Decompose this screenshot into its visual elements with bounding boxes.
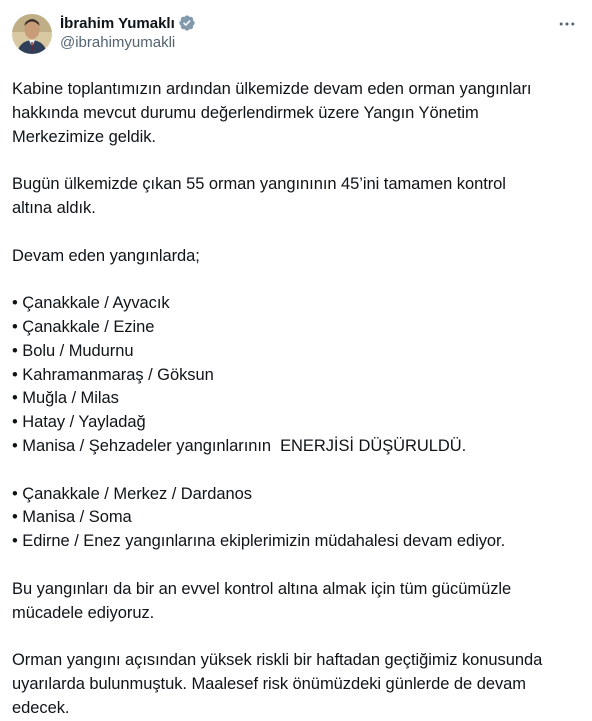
text-line: Orman yangını açısından yüksek riskli bir haftadan geçtiğimiz konusunda bbox=[12, 651, 543, 670]
list-item: • Bolu / Mudurnu bbox=[12, 341, 134, 360]
list-active-fires bbox=[12, 483, 580, 554]
list-reduced-fires bbox=[12, 292, 580, 459]
text-line: Bu yangınları da bir an evvel kontrol altına almak için tüm gücümüzle bbox=[12, 579, 512, 598]
list-item: • Çanakkale / Ayvacık bbox=[12, 294, 170, 313]
verified-badge-icon[interactable] bbox=[178, 14, 196, 32]
text-line: Kabine toplantımızın ardından ülkemizde devam eden orman yangınları bbox=[12, 80, 532, 98]
tweet-text bbox=[12, 78, 580, 721]
text-line: uyarılarda bulunmuştuk. Maalesef risk önümüzdeki günlerde de devam bbox=[12, 674, 526, 693]
paragraph-ongoing bbox=[12, 245, 580, 269]
author-handle[interactable]: @ibrahimyumakli bbox=[60, 34, 176, 51]
paragraph-warning bbox=[12, 649, 580, 720]
list-item: • Hatay / Yayladağ bbox=[12, 413, 146, 432]
list-item: • Çanakkale / Ezine bbox=[12, 317, 155, 336]
text-line: Merkezimize geldik. bbox=[12, 127, 156, 146]
list-item: • Kahramanmaraş / Göksun bbox=[12, 365, 214, 384]
more-horizontal-icon bbox=[557, 14, 577, 34]
paragraph-effort bbox=[12, 578, 580, 626]
text-line: mücadele ediyoruz. bbox=[12, 603, 155, 622]
list-item: • Muğla / Milas bbox=[12, 389, 119, 408]
tweet-header bbox=[12, 12, 580, 56]
text-line: Bugün ülkemizde çıkan 55 orman yangınının 45’ini tamamen kontrol bbox=[12, 175, 506, 194]
list-item: • Manisa / Soma bbox=[12, 508, 132, 527]
list-item: • Çanakkale / Merkez / Dardanos bbox=[12, 484, 252, 503]
author-names bbox=[60, 13, 196, 51]
paragraph-status bbox=[12, 173, 580, 221]
more-options-button[interactable] bbox=[556, 14, 578, 34]
text-line: altına aldık. bbox=[12, 198, 96, 217]
paragraph-intro bbox=[12, 78, 580, 149]
author-display-name[interactable]: İbrahim Yumaklı bbox=[60, 14, 175, 32]
name-row bbox=[60, 13, 196, 33]
text-line: edecek. bbox=[12, 698, 70, 717]
avatar-image bbox=[12, 14, 52, 54]
text-line: Devam eden yangınlarda; bbox=[12, 246, 200, 265]
text-line: hakkında mevcut durumu değerlendirmek üzere Yangın Yönetim bbox=[12, 103, 479, 122]
list-item: • Edirne / Enez yangınlarına ekiplerimizin müdahalesi devam ediyor. bbox=[12, 532, 506, 551]
avatar[interactable] bbox=[12, 14, 52, 54]
list-item: • Manisa / Şehzadeler yangınlarının ENERJİSİ DÜŞÜRULDÜ. bbox=[12, 436, 467, 455]
